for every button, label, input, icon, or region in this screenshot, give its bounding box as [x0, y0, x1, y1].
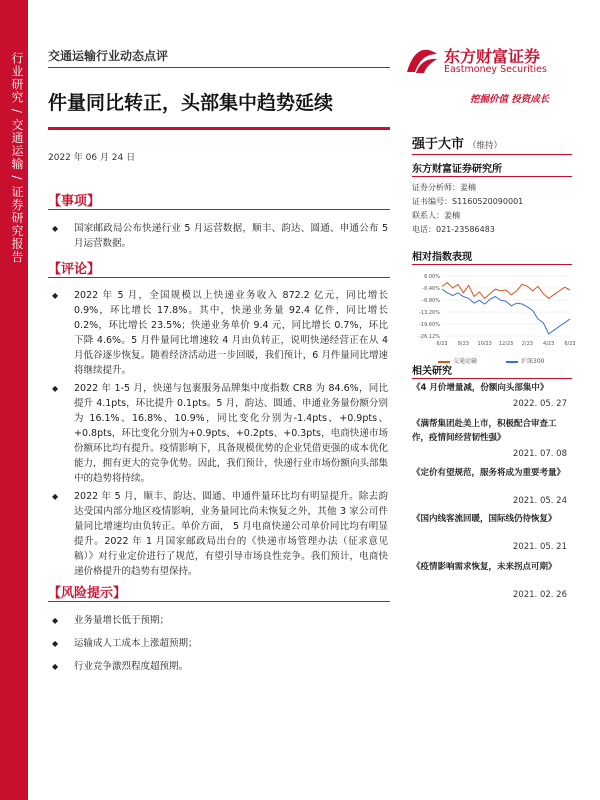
- diamond-bullet-icon: ◆: [52, 639, 59, 648]
- logo-english-name: Eastmoney Securities: [444, 64, 547, 75]
- related-report-title[interactable]: 《满帮集团赴美上市，积极配合审查工作，疫情间经营韧性强》: [412, 419, 557, 443]
- comment-bullet: [52, 381, 388, 486]
- right-divider: [412, 264, 572, 265]
- slogan: 挖掘价值 投资成长: [470, 94, 550, 105]
- bullet-text: 行业竞争激烈程度超预期。: [74, 661, 189, 672]
- page-title: 件量同比转正，头部集中趋势延续: [48, 92, 334, 114]
- x-tick-label: 6/23: [436, 341, 448, 347]
- x-tick-label: 8/23: [457, 341, 469, 347]
- right-divider: [412, 176, 572, 177]
- bullet-text: 2022 年 1-5 月，快递与包裹服务品牌集中度指数 CR8 为 84.6%，同比提升 4.1pts，环比提升 0.1pts。5 月，韵达、圆通、申通业务量份额分别为 16.1%、16.8%、10.9%，同比变化分别为-1.4pts、+0.9pts、+0.8pts，环比变化分别为+0.9pts、+0.2pts、+0.3pts，电商快递市场份额环比均有提升。疫情影响下，具备规模优势的企业凭借更强的成本优化能力，拥有更大的竞争优势。因此，我们预计，快递行业市场份额向头部集中的趋势将持续。: [74, 383, 388, 484]
- logo-mark-icon: [404, 42, 440, 78]
- bullet-text: 国家邮政局公布快递行业 5 月运营数据，顺丰、韵达、圆通、申通公布 5 月运营数据。: [74, 223, 388, 249]
- related-report-title[interactable]: 《国内线客流回暖，国际线仍待恢复》: [412, 514, 557, 524]
- y-tick-label: 6.00%: [424, 274, 440, 280]
- rating-main: 强于大市: [412, 137, 465, 152]
- section-comment-heading: [48, 258, 390, 278]
- relative-performance-chart: [412, 270, 576, 362]
- related-report-date: 2022. 05. 27: [512, 399, 567, 409]
- x-tick-label: 2/23: [521, 341, 533, 347]
- y-tick-label: -6.80%: [422, 298, 440, 304]
- section-divider: [48, 209, 390, 210]
- bullet-text: 业务量增长低于预期；: [74, 615, 170, 626]
- related-report-date: 2021. 05. 24: [512, 496, 567, 506]
- section-comment-label: 【评论】: [48, 262, 101, 277]
- report-date: 2022 年 06 月 24 日: [48, 153, 136, 163]
- legend-label: 交通运输: [453, 358, 478, 365]
- x-tick-label: 6/23: [564, 341, 576, 347]
- brand-logo: [404, 42, 564, 80]
- y-tick-label: -13.20%: [419, 310, 440, 316]
- chart-heading: 相对指数表现: [412, 252, 472, 263]
- risk-bullet: [52, 659, 388, 674]
- sidebar-category-text: 行业研究 / 交通运输 / 证券研究报告: [10, 52, 24, 264]
- comment-bullet: [52, 288, 388, 378]
- legend-label: 沪深300: [521, 358, 545, 365]
- diamond-bullet-icon: ◆: [52, 291, 59, 300]
- diamond-bullet-icon: ◆: [52, 616, 59, 625]
- legend-item: [506, 356, 544, 365]
- rating-sub: （维持）: [468, 141, 503, 151]
- rating-block: [412, 133, 502, 152]
- related-report-date: 2021. 05. 21: [512, 542, 567, 552]
- institute-name: 东方财富证券研究所: [412, 164, 502, 175]
- sidebar-band: [0, 0, 28, 800]
- x-tick-label: 4/23: [543, 341, 555, 347]
- section-event-heading: [48, 190, 390, 210]
- top-divider: [48, 67, 390, 68]
- x-tick-label: 12/23: [498, 341, 514, 347]
- comment-bullet: [52, 489, 388, 579]
- logo-chinese-name: 东方财富证券: [444, 47, 541, 66]
- event-bullet: [52, 221, 388, 251]
- risk-bullet: [52, 636, 388, 651]
- legend-swatch: [506, 361, 518, 363]
- section-divider: [48, 277, 390, 278]
- section-event-label: 【事项】: [48, 194, 101, 209]
- y-tick-label: -0.40%: [422, 286, 440, 292]
- x-tick-label: 10/23: [477, 341, 492, 347]
- bullet-text: 2022 年 5 月，全国规模以上快递业务收入 872.2 亿元，同比增长 0.9%，环比增长 17.8%。其中，快递业务量 92.4 亿件，同比增长 0.2%，环比增长 23.5%；快递业务单价 9.4 元，同比增长 0.7%，环比下降 4.6%。5 月件量同比增速较 4 月由负转正，说明快递经营正在从 4 月低谷逐步恢复。随着经济活动进一步回暖，我们预计，6 月件量同比增速将继续提升。: [74, 290, 388, 376]
- diamond-bullet-icon: ◆: [52, 384, 59, 393]
- section-risk-label: 【风险提示】: [48, 586, 127, 601]
- right-divider: [412, 378, 572, 379]
- series-line: [442, 283, 570, 299]
- diamond-bullet-icon: ◆: [52, 492, 59, 501]
- cert-number: 证书编号：S1160520090001: [412, 197, 524, 206]
- bullet-text: 2022 年 5 月，顺丰、韵达、圆通、申通件量环比均有明显提升。除去韵达受国内部分地区疫情影响，业务量同比尚未恢复之外，其他 3 家公司件量同比增速均由负转正。单价方面， 5 月电商快递公司单价同比均有明显提升。2022 年 1 月国家邮政局出台的《快递市场管理办法（征求意见稿）》对行业定价进行了规范，有望引导市场良性竞争。我们预计，电商快递价格提升的趋势有望保持。: [74, 491, 388, 577]
- related-report-title[interactable]: 《疫情影响需求恢复，未来拐点可期》: [412, 562, 557, 572]
- doc-type-label: 交通运输行业动态点评: [48, 49, 169, 63]
- right-divider: [412, 154, 572, 155]
- contact-name: 联系人：姜楠: [412, 211, 460, 220]
- related-heading: 相关研究: [412, 366, 452, 377]
- y-tick-label: -19.60%: [419, 322, 440, 328]
- risk-bullet: [52, 613, 388, 628]
- section-risk-heading: [48, 582, 390, 602]
- related-report-date: 2021. 07. 08: [512, 449, 567, 459]
- diamond-bullet-icon: ◆: [52, 224, 59, 233]
- y-tick-label: -26.12%: [419, 334, 440, 340]
- analyst-name: 证券分析师：姜楠: [412, 183, 476, 192]
- series-line: [442, 289, 570, 334]
- related-report-title[interactable]: 《定价有望规范，服务将成为重要考量》: [412, 468, 566, 478]
- related-report-date: 2021. 02. 26: [512, 590, 567, 600]
- related-report-title[interactable]: 《4 月价增量减，份额向头部集中》: [412, 383, 549, 393]
- title-divider: [48, 127, 390, 130]
- diamond-bullet-icon: ◆: [52, 662, 59, 671]
- section-divider: [48, 601, 390, 602]
- phone-number: 电话：021-23586483: [412, 225, 495, 234]
- bullet-text: 运输成人工成本上涨超预期；: [74, 638, 198, 649]
